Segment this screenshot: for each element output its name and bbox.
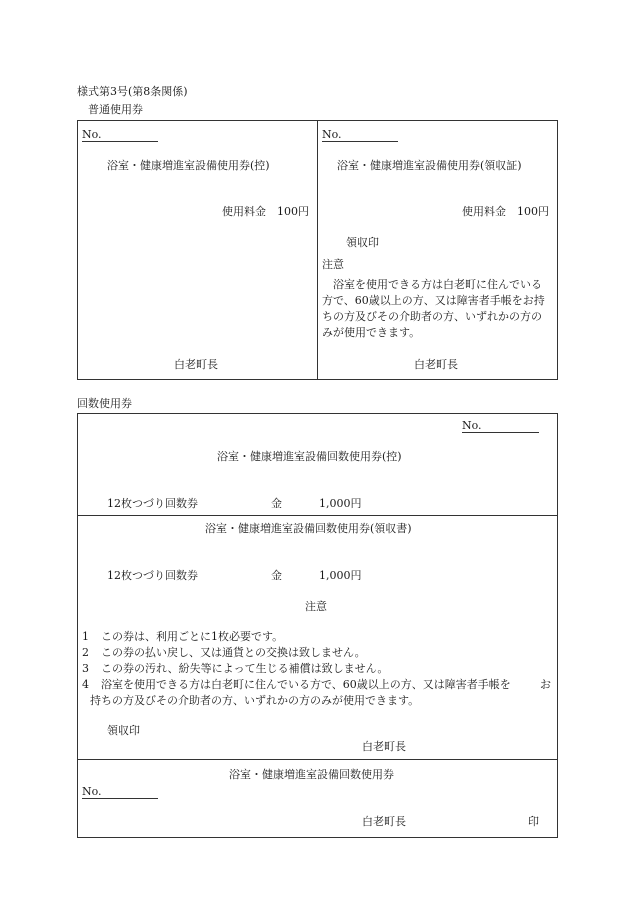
receipt-issuer: 白老町長 [414, 358, 458, 371]
receipt-notice-text: 浴室を使用できる方は白老町に住んでいる方で、60歳以上の方、又は障害者手帳をお持ちの方及びその介助者の方、いずれかの方のみが使用できます。 [322, 278, 545, 339]
stub-fee: 使用料金 100円 [222, 205, 309, 218]
note-text-4-cont: 持ちの方及びその介助者の方、いずれかの方のみが使用できます。 [90, 694, 420, 707]
regular-ticket-divider [317, 120, 318, 380]
stub-no-underline [82, 141, 158, 142]
note-number-1: 1 [82, 630, 89, 643]
section-title-coupon: 回数使用券 [77, 397, 132, 410]
coupon-stub-title: 浴室・健康増進室設備回数使用券(控) [217, 450, 402, 463]
stub-title: 浴室・健康増進室設備使用券(控) [107, 159, 270, 172]
receipt-title: 浴室・健康増進室設備使用券(領収証) [337, 159, 522, 172]
coupon-receipt-notice-heading: 注意 [305, 600, 327, 613]
note-text-2: この券の払い戻し、又は通貨との交換は致しません。 [101, 646, 366, 659]
coupon-ticket-title: 浴室・健康増進室設備回数使用券 [229, 768, 394, 781]
coupon-stub-no-label: No. [462, 419, 482, 432]
receipt-notice-heading: 注意 [322, 258, 344, 271]
note-number-2: 2 [82, 646, 89, 659]
note-text-4-end: お [540, 678, 551, 691]
note-text-4: 浴室を使用できる方は白老町に住んでいる方で、60歳以上の方、又は障害者手帳を [101, 678, 511, 691]
coupon-receipt-issuer: 白老町長 [362, 740, 406, 753]
coupon-stub-amount: 1,000円 [319, 497, 362, 510]
receipt-seal-label: 領収印 [346, 236, 379, 249]
note-text-3: この券の汚れ、紛失等によって生じる補償は致しません。 [101, 662, 389, 675]
coupon-receipt-item: 12枚つづり回数券 [107, 569, 198, 582]
coupon-receipt-amount-label: 金 [271, 569, 282, 582]
receipt-no-label: No. [322, 128, 342, 141]
coupon-stub-item: 12枚つづり回数券 [107, 497, 198, 510]
note-number-3: 3 [82, 662, 89, 675]
stub-issuer: 白老町長 [174, 358, 218, 371]
coupon-receipt-title: 浴室・健康増進室設備回数使用券(領収書) [205, 522, 412, 535]
note-number-4: 4 [82, 678, 89, 691]
receipt-no-underline [322, 141, 398, 142]
coupon-receipt-amount: 1,000円 [319, 569, 362, 582]
coupon-divider-1 [77, 515, 558, 516]
coupon-ticket-issuer: 白老町長 [362, 815, 406, 828]
coupon-stub-amount-label: 金 [271, 497, 282, 510]
form-number: 様式第3号(第8条関係) [77, 85, 188, 98]
coupon-ticket-no-label: No. [82, 785, 102, 798]
coupon-stub-no-underline [462, 432, 539, 433]
stub-no-label: No. [82, 128, 102, 141]
coupon-ticket-seal: 印 [528, 815, 539, 828]
receipt-fee: 使用料金 100円 [462, 205, 549, 218]
note-text-1: この券は、利用ごとに1枚必要です。 [101, 630, 284, 643]
coupon-divider-2 [77, 759, 558, 760]
coupon-receipt-seal-label: 領収印 [107, 724, 140, 737]
coupon-ticket-no-underline [82, 798, 158, 799]
section-title-regular: 普通使用券 [88, 103, 143, 116]
